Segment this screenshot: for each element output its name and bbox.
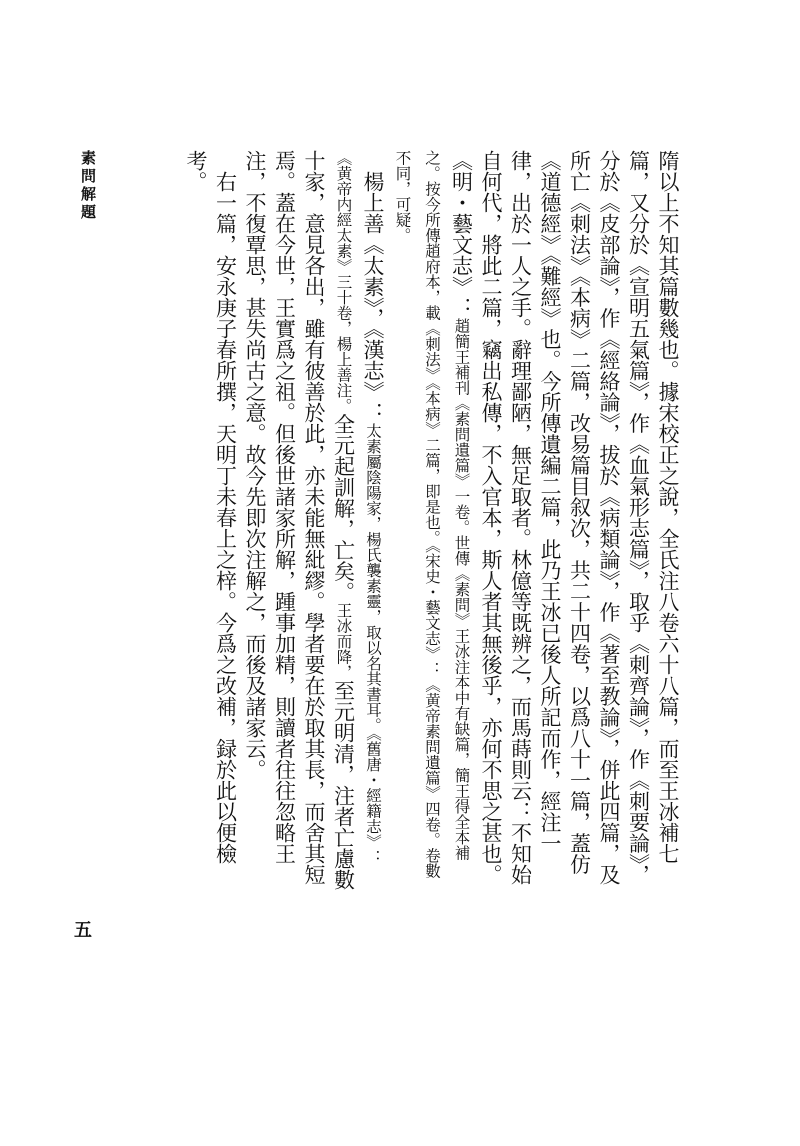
main-text: 隋以上不知其篇數幾也。據宋校正之說，全氏注八卷六十八篇，而至王冰補七篇，又分於《宣明五氣篇》，作《血氣形志篇》，取乎《刺齊論》，作《刺要論》，分於《皮部論》，作《經絡論》，拔於《病類論》，作《著至教論》，併此四篇，及所亡《刺法》《本病》二篇，改易篇目叙次，共二十四卷，以爲八十一篇，蓋仿《道德經》《難經》也。今所傳遺編二篇，此乃王冰已後人所記而作，經注一律，出於一人之手。辭理鄙陋，無足取者。林億等既辨之，而馬蒔則云：不知始自何代，將此二篇，竊出私傳，不入官本，斯人者其無後乎，亦何不思之甚也。《明・藝文志》： <box>449 150 680 885</box>
paragraph-1 <box>387 150 682 890</box>
main-text: 全元起訓解，亡矣。 <box>331 413 356 603</box>
paragraph-2 <box>240 150 388 890</box>
main-text: 至元明清，注者亡慮數十家，意見各出，雖有彼善於此，亦未能無紕繆。學者要在於取其長，而舍其短焉。蓋在今世，王實爲之祖。但後世諸家所解，踵事加精，則讀者往往忽略王注，不復覃思，甚失尚古之意。故今先即次注解之，而後及諸家云。 <box>243 150 356 890</box>
paragraph-3 <box>181 150 240 890</box>
page-number: 五 <box>74 920 92 941</box>
main-text: 右一篇，安永庚子春所撰，天明丁未春上之梓。今爲之改補，録於此以便檢考。 <box>184 150 238 864</box>
body-text <box>82 150 682 890</box>
annotation-note: 趙簡王補刊《素問遺篇》一卷。世傳《素問》王冰注本中有缺篇，簡王得全本補之。按今所傳趙府本，載《刺法》《本病》二篇，即是也。《宋史・藝文志》：《黄帝素問遺篇》四卷。卷數不同，可疑。 <box>393 150 471 879</box>
annotation-note: 王冰而降， <box>334 602 353 680</box>
main-text: 楊上善《太素》，《漢志》： <box>361 171 385 423</box>
running-head: 素問解題 <box>79 150 97 222</box>
annotation-note: 太素屬陰陽家，楊氏襲素靈，取以名其書耳。《舊唐・經籍志》：《黄帝内經太素》三十卷，楊上善注。 <box>334 150 382 865</box>
